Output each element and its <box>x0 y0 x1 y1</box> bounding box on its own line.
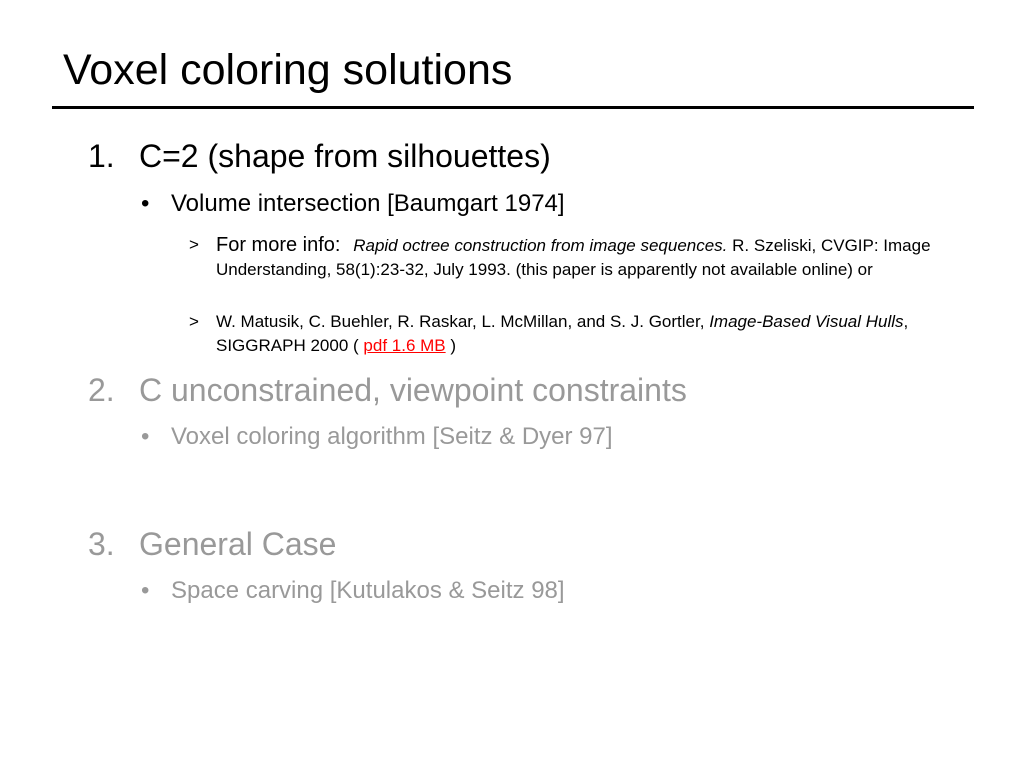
sub-item-visual-hulls <box>216 310 946 358</box>
item-2-number: 2. <box>88 372 115 408</box>
sub-item-lead: For more info: <box>216 234 341 256</box>
sub-marker-icon: > <box>189 312 199 331</box>
item-2-bullet-text: Voxel coloring algorithm [Seitz & Dyer 97] <box>171 423 613 450</box>
paper-venue: , SIGGRAPH 2000 ( <box>216 312 909 355</box>
item-2-heading: C unconstrained, viewpoint constraints <box>139 372 687 408</box>
pdf-link[interactable]: pdf 1.6 MB <box>363 336 446 355</box>
title-divider <box>52 106 974 109</box>
item-1-bullet-text: Volume intersection [Baumgart 1974] <box>171 190 565 217</box>
paper-title: Rapid octree construction from image sequences. <box>353 236 728 255</box>
sub-item-more-info <box>216 233 946 282</box>
slide-title: Voxel coloring solutions <box>63 46 513 94</box>
paper-citation: R. Szeliski, CVGIP: Image Understanding, 58(1):23-32, July 1993. (this paper is apparently not available online) or <box>216 236 931 279</box>
paper-close-paren: ) <box>450 336 457 355</box>
bullet-icon: • <box>141 577 150 604</box>
item-1-heading: C=2 (shape from silhouettes) <box>139 138 551 174</box>
item-1-number: 1. <box>88 138 115 174</box>
paper-authors: W. Matusik, C. Buehler, R. Raskar, L. McMillan, and S. J. Gortler, <box>216 312 705 331</box>
paper-title: Image-Based Visual Hulls <box>709 312 904 331</box>
item-3-bullet-text: Space carving [Kutulakos & Seitz 98] <box>171 577 565 604</box>
item-3-heading: General Case <box>139 526 337 562</box>
item-3-number: 3. <box>88 526 115 562</box>
sub-marker-icon: > <box>189 235 199 254</box>
bullet-icon: • <box>141 190 150 217</box>
bullet-icon: • <box>141 423 150 450</box>
